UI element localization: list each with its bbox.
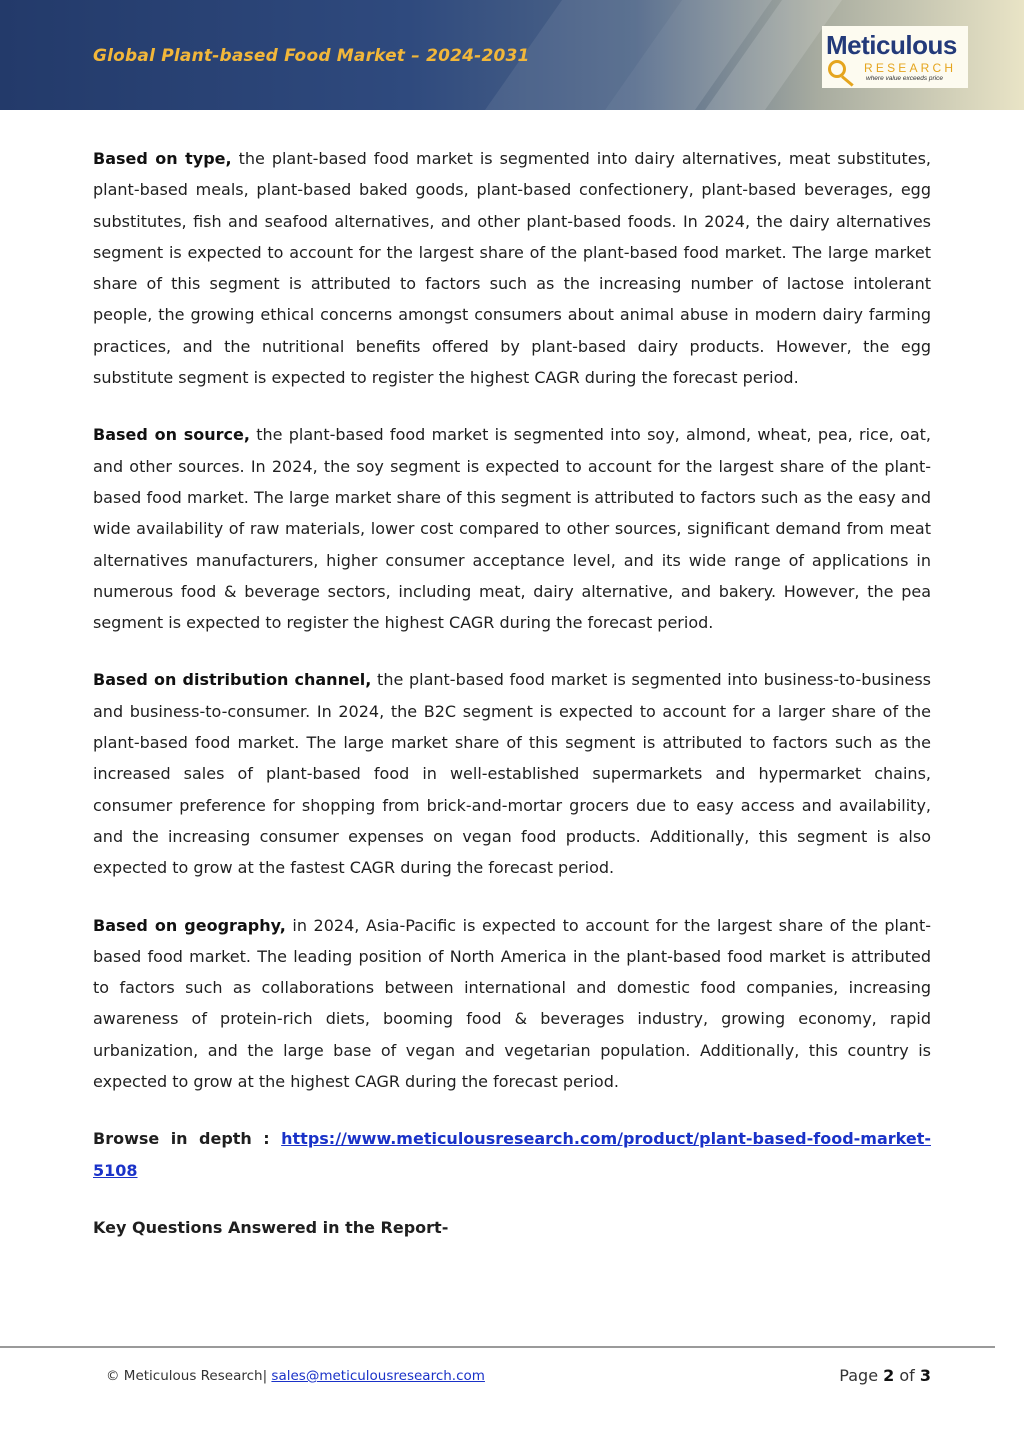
paragraph-geography (93, 910, 931, 1098)
logo-tagline: where value exceeds price (866, 75, 943, 82)
page-prefix: Page (839, 1366, 884, 1385)
logo-sub: RESEARCH (864, 61, 957, 75)
email-link[interactable]: sales@meticulousresearch.com (271, 1368, 485, 1384)
key-questions-heading: Key Questions Answered in the Report- (93, 1217, 449, 1237)
page-of: of (894, 1366, 920, 1385)
copyright-text: © Meticulous Research| (106, 1368, 272, 1384)
paragraph-type (93, 143, 931, 393)
page-header (0, 0, 1024, 110)
paragraph-lead: Based on type, (93, 149, 232, 168)
footer-divider (0, 1346, 995, 1348)
document-body (93, 143, 931, 1243)
paragraph-text: the plant-based food market is segmented into soy, almond, wheat, pea, rice, oat, and other sources. In 2024, the soy segment is expected to account for the largest share of the plant-based food market. The large market share of this segment is attributed to factors such as the easy and wide availability of raw materials, lower cost compared to other sources, significant demand from meat alternatives manufacturers, higher consumer acceptance level, and its wide range of applications in numerous food & beverage sectors, including meat, dairy alternative, and bakery. However, the pea segment is expected to register the highest CAGR during the forecast period. (93, 425, 931, 633)
paragraph-text: in 2024, Asia-Pacific is expected to account for the largest share of the plant-based food market. The leading position of North America in the plant-based food market is attributed to factors such as collaborations between international and domestic food companies, increasing awareness of protein-rich diets, booming food & beverages industry, growing economy, rapid urbanization, and the large base of vegan and vegetarian population. Additionally, this country is expected to grow at the highest CAGR during the forecast period. (93, 915, 931, 1092)
paragraph-text: the plant-based food market is segmented into business-to-business and business-to-consumer. In 2024, the B2C segment is expected to account for a larger share of the plant-based food market. The large market share of this segment is attributed to factors such as the increased sales of plant-based food in well-established supermarkets and hypermarket chains, consumer preference for shopping from brick-and-mortar grocers due to easy access and availability, and the increasing consumer expenses on vegan food products. Additionally, this segment is also expected to grow at the fastest CAGR during the forecast period. (93, 670, 932, 878)
company-logo (822, 26, 968, 88)
paragraph-lead: Based on source, (93, 425, 250, 445)
paragraph-lead: Based on geography, (93, 915, 286, 935)
browse-in-depth (93, 1123, 931, 1186)
page-number (839, 1366, 931, 1385)
paragraph-text: the plant-based food market is segmented into dairy alternatives, meat substitutes, plant-based meals, plant-based baked goods, plant-based confectionery, plant-based beverages, egg substitutes, fish and seafood alternatives, and other plant-based foods. In 2024, the dairy alternatives segment is expected to account for the largest share of the plant-based food market. The large market share of this segment is attributed to factors such as the increasing number of lactose intolerant people, the growing ethical concerns amongst consumers about animal abuse in modern dairy farming practices, and the nutritional benefits offered by plant-based dairy products. However, the egg substitute segment is expected to register the highest CAGR during the forecast period. (93, 149, 932, 388)
paragraph-distribution-channel (93, 664, 931, 883)
product-link[interactable]: https://www.meticulousresearch.com/product/plant-based-food-market-5108 (93, 1129, 931, 1180)
page-total: 3 (919, 1366, 931, 1385)
footer-copyright (106, 1368, 485, 1384)
paragraph-source (93, 419, 931, 638)
browse-label: Browse in depth : (93, 1129, 282, 1149)
magnifier-handle (841, 75, 854, 86)
logo-name: Meticulous (826, 30, 957, 60)
paragraph-lead: Based on distribution channel, (93, 670, 372, 690)
page-current: 2 (883, 1366, 895, 1385)
report-title: Global Plant-based Food Market – 2024-2031 (93, 46, 530, 66)
